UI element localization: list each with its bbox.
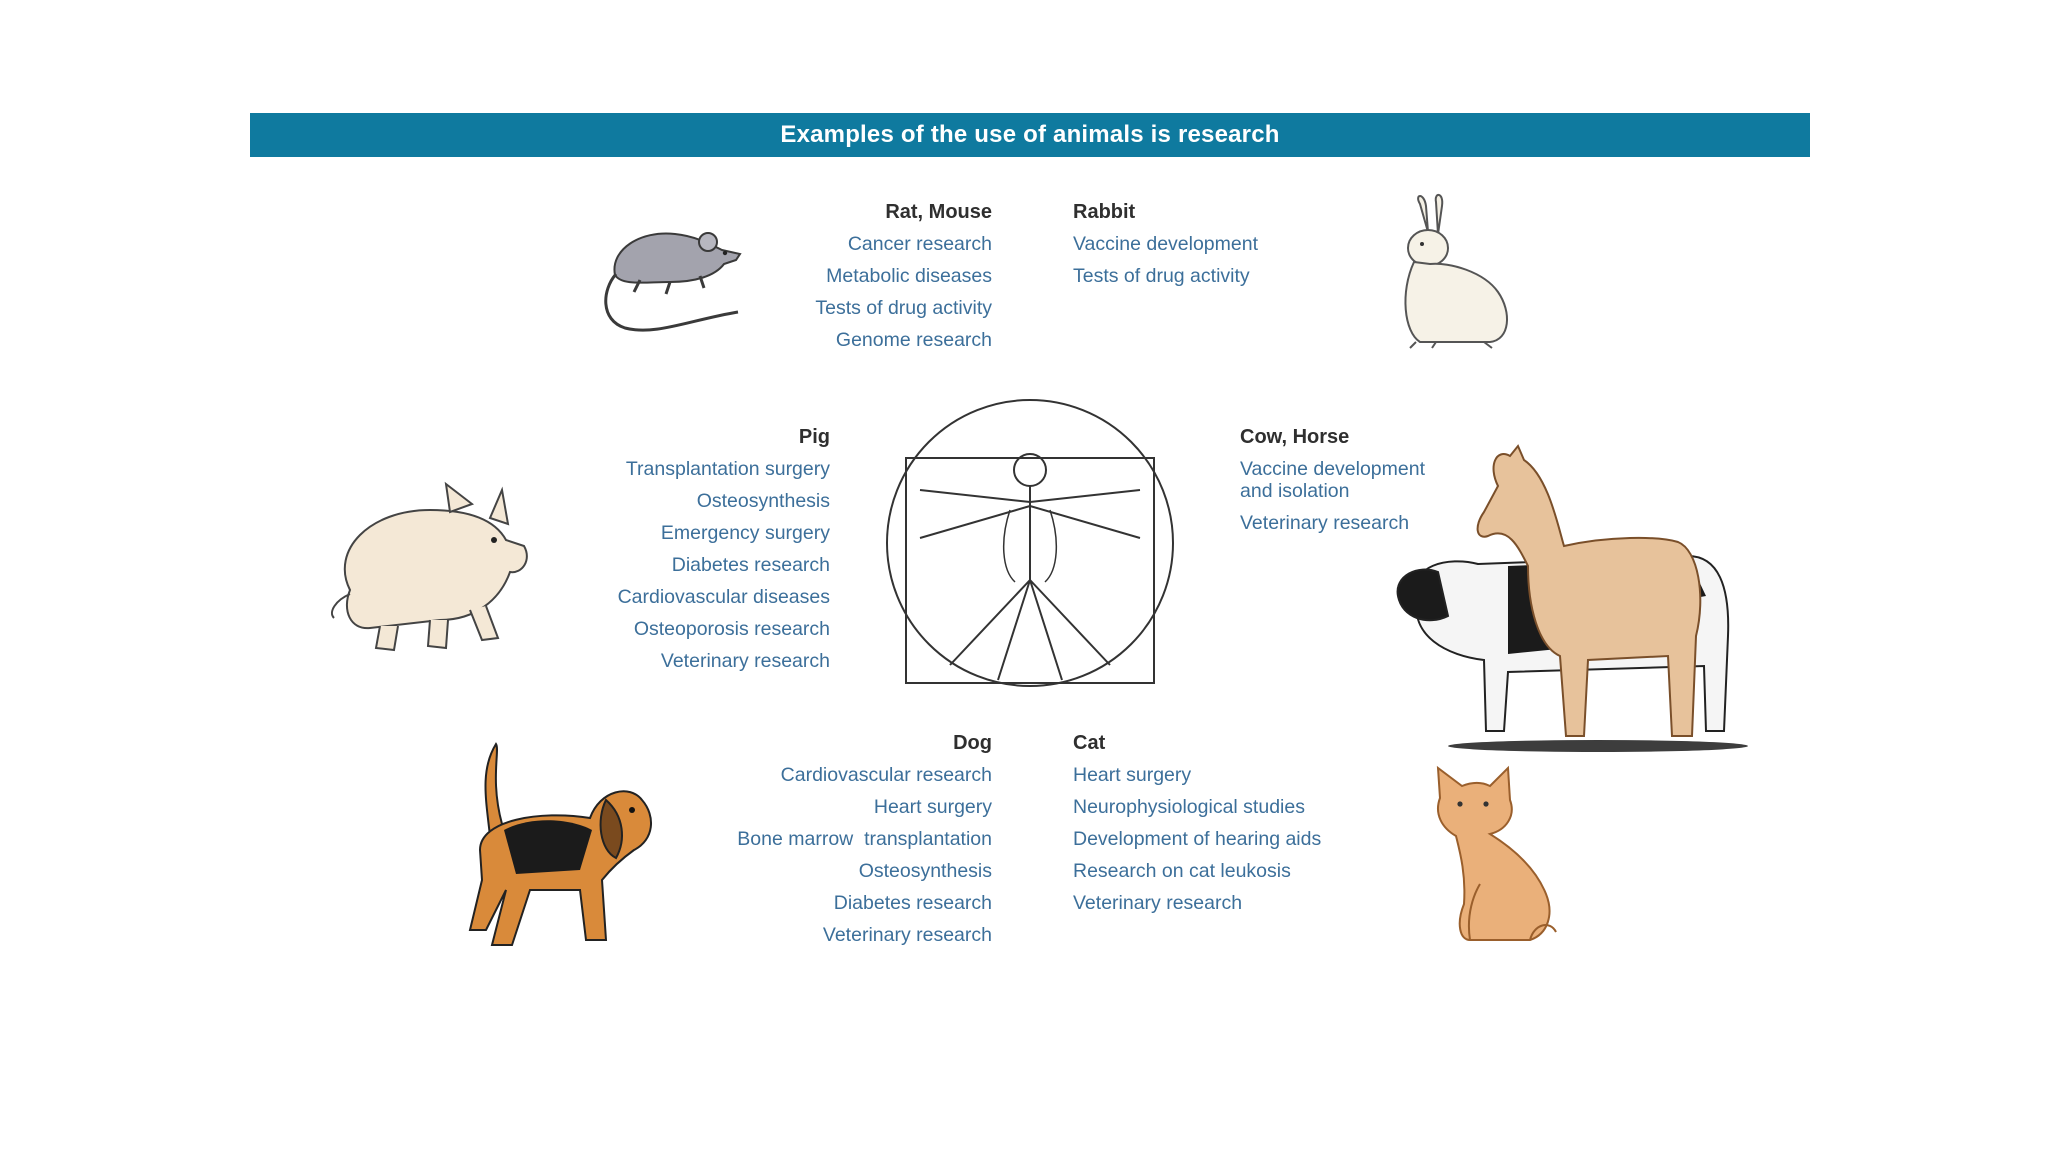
vitruvian-man-icon: [880, 410, 1180, 685]
list-item: Cardiovascular research: [780, 764, 992, 786]
list-item: Metabolic diseases: [826, 265, 992, 287]
list-item: Emergency surgery: [660, 522, 830, 544]
list-item: Transplantation surgery: [625, 458, 830, 480]
list-item: Veterinary research: [660, 650, 830, 672]
list-item: Cancer research: [847, 233, 992, 255]
list-item: Development of hearing aids: [1073, 828, 1322, 850]
list-item: Diabetes research: [833, 892, 992, 914]
list-item: Vaccine development and isolation: [1240, 458, 1426, 502]
list-item: Osteosynthesis: [696, 490, 830, 512]
group-pig: [560, 421, 830, 677]
group-rabbit: [1073, 196, 1313, 292]
list-item: Diabetes research: [671, 554, 830, 576]
list-item: Cardiovascular diseases: [617, 586, 830, 608]
list-item: Neurophysiological studies: [1073, 796, 1305, 818]
group-title-cow-horse: Cow, Horse: [1240, 426, 1350, 448]
rat-icon: [600, 220, 750, 340]
pig-icon: [310, 470, 540, 655]
list-item: Tests of drug activity: [1073, 265, 1250, 287]
list-item: Heart surgery: [873, 796, 992, 818]
list-item: Heart surgery: [1073, 764, 1192, 786]
title-banner: [250, 113, 1810, 157]
list-item: Veterinary research: [1073, 892, 1243, 914]
list-item: Osteoporosis research: [633, 618, 830, 640]
list-item: Veterinary research: [822, 924, 992, 946]
rabbit-icon: [1380, 192, 1520, 352]
dog-icon: [420, 740, 660, 955]
group-title-rabbit: Rabbit: [1073, 201, 1136, 223]
list-item: Vaccine development: [1073, 233, 1259, 255]
list-item: Veterinary research: [1240, 512, 1410, 534]
list-item: Research on cat leukosis: [1073, 860, 1291, 882]
cow-horse-icon: [1388, 446, 1768, 746]
cat-icon: [1430, 764, 1565, 944]
group-title-rat-mouse: Rat, Mouse: [885, 201, 992, 223]
group-dog: [660, 727, 992, 951]
list-item: Genome research: [835, 329, 992, 351]
group-cat: [1073, 727, 1393, 919]
list-item: Tests of drug activity: [815, 297, 992, 319]
group-title-dog: Dog: [953, 732, 992, 754]
group-rat-mouse: [760, 196, 992, 356]
list-item: Osteosynthesis: [858, 860, 992, 882]
list-item: Bone marrow transplantation: [737, 828, 992, 850]
group-title-cat: Cat: [1073, 732, 1106, 754]
group-title-pig: Pig: [798, 426, 830, 448]
page-title: Examples of the use of animals is research: [780, 121, 1280, 148]
